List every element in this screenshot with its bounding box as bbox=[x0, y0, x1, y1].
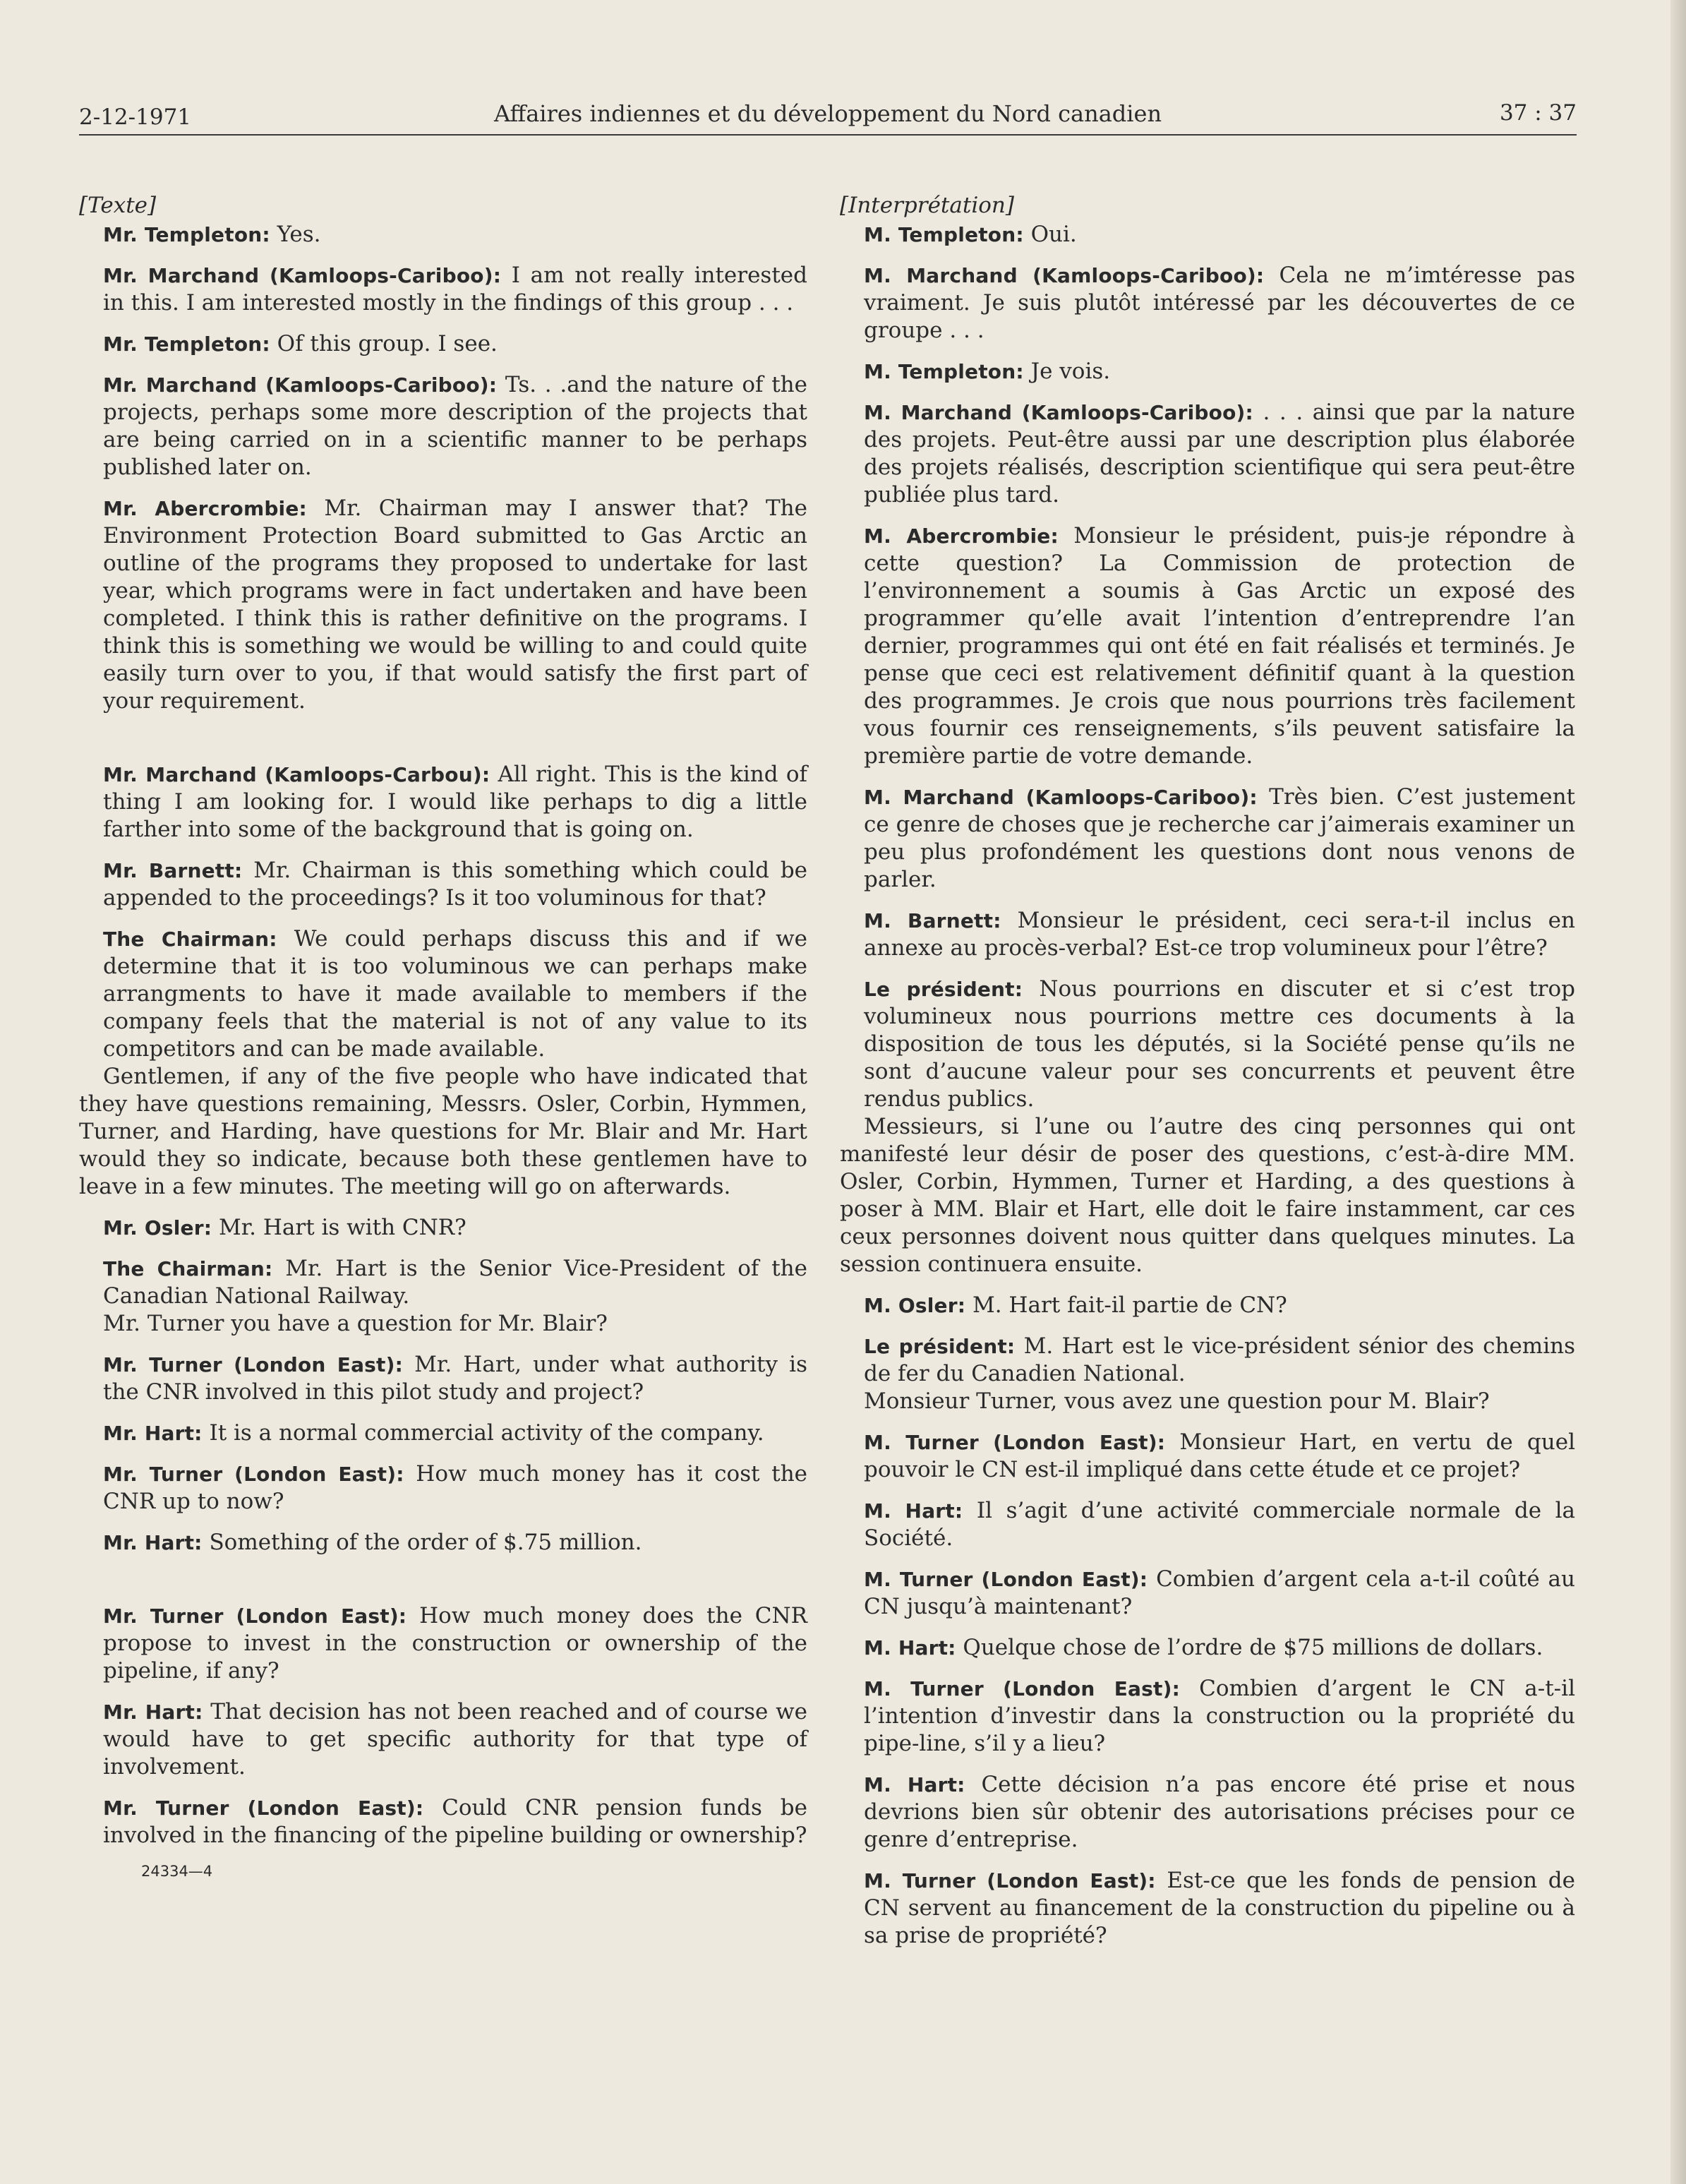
utterance bbox=[79, 857, 807, 912]
speaker: M. Hart: bbox=[864, 1499, 963, 1523]
page-header bbox=[79, 100, 1577, 136]
speaker: M. Turner (London East): bbox=[864, 1869, 1156, 1892]
spacer bbox=[79, 728, 807, 761]
speaker: Mr. Templeton: bbox=[103, 223, 270, 246]
utterance bbox=[840, 1292, 1575, 1319]
header-title: Affaires indiennes et du développement du Nord canadien bbox=[493, 100, 1162, 127]
utterance bbox=[79, 330, 807, 358]
utterance bbox=[840, 262, 1575, 344]
utterance-text: Monsieur Hart, en vertu de quel pouvoir le CN est-il impliqué dans cette étude et ce projet? bbox=[864, 1429, 1575, 1482]
utterance-text: That decision has not been reached and of course we would have to get specific authority for that type of involvement. bbox=[103, 1699, 807, 1780]
utterance-text: Mr. Hart is the Senior Vice-President of the Canadian National Railway. bbox=[103, 1256, 807, 1309]
signature-number: 24334—4 bbox=[141, 1863, 213, 1880]
speaker: M. Templeton: bbox=[864, 223, 1024, 246]
speaker: Le président: bbox=[864, 1335, 1016, 1358]
utterance-text: Oui. bbox=[1023, 222, 1077, 247]
utterance-text: Combien d’argent le CN a-t-il l’intention d’investir dans la construction ou la propriété du pipe-line, s’il y a lieu? bbox=[864, 1676, 1575, 1756]
utterance-text: Something of the order of $.75 million. bbox=[202, 1530, 642, 1555]
utterance-text: All right. This is the kind of thing I am looking for. I would like perhaps to dig a little farther into some of the background that is going on. bbox=[103, 762, 807, 842]
utterance-text: Je vois. bbox=[1023, 359, 1111, 384]
utterance bbox=[840, 522, 1575, 770]
utterance-text: Mr. Hart is with CNR? bbox=[212, 1215, 466, 1240]
speaker: Mr. Abercrombie: bbox=[103, 497, 307, 520]
column-label: [Interprétation] bbox=[840, 193, 1014, 218]
utterance-text: Mr. Chairman is this something which could be appended to the proceedings? Is it too voluminous for that? bbox=[103, 858, 808, 911]
utterance bbox=[79, 1698, 807, 1781]
utterance bbox=[79, 1794, 807, 1849]
continuation-paragraph: Messieurs, si l’une ou l’autre des cinq personnes qui ont manifesté leur désir de poser des questions, c’est-à-dire MM. Osler, Corbin, Hymmen, Turner et Harding, a des questions à poser à MM. Blair et Hart, elle doit le faire instamment, car ces ceux personnes doivent nous quitter dans quelques minutes. La session continuera ensuite. bbox=[840, 1114, 1575, 1277]
utterance bbox=[840, 1867, 1575, 1950]
english-column bbox=[79, 192, 807, 1880]
utterance-text: How much money has it cost the CNR up to now? bbox=[103, 1461, 807, 1514]
utterance-text: How much money does the CNR propose to invest in the construction or ownership of the pipeline, if any? bbox=[103, 1603, 807, 1684]
utterance bbox=[840, 784, 1575, 894]
continuation-paragraph: Gentlemen, if any of the five people who have indicated that they have questions remaining, Messrs. Osler, Corbin, Hymmen, Turner, and Harding, have questions for Mr. Blair and Mr. Hart would they so indicate, because both these gentlemen have to leave in a few minutes. The meeting will go on afterwards. bbox=[79, 1064, 807, 1199]
speaker: M. Hart: bbox=[864, 1636, 956, 1660]
page-number: 37 : 37 bbox=[1499, 100, 1577, 126]
utterance-text: Mr. Hart, under what authority is the CNR involved in this pilot study and project? bbox=[103, 1352, 807, 1405]
speaker: Mr. Turner (London East): bbox=[103, 1604, 407, 1628]
utterance bbox=[840, 1429, 1575, 1484]
speaker: M. Marchand (Kamloops-Cariboo): bbox=[864, 264, 1265, 287]
speaker: The Chairman: bbox=[103, 1257, 273, 1280]
utterance bbox=[79, 1351, 807, 1406]
speaker: Mr. Turner (London East): bbox=[103, 1796, 424, 1820]
utterance bbox=[840, 1497, 1575, 1552]
utterance-text: We could perhaps discuss this and if we determine that it is too voluminous we can perhaps make arrangments to have it made available to members if the company feels that the material is not of any value to its competitors and can be made available. bbox=[103, 926, 807, 1062]
header-date: 2-12-1971 bbox=[79, 104, 192, 130]
utterance bbox=[79, 495, 807, 715]
speaker: Mr. Marchand (Kamloops-Carbou): bbox=[103, 763, 490, 786]
utterance-text: Yes. bbox=[270, 222, 321, 247]
speaker: Mr. Turner (London East): bbox=[103, 1353, 404, 1376]
french-column bbox=[840, 192, 1575, 1963]
speaker: Mr. Osler: bbox=[103, 1216, 212, 1240]
speaker: M. Turner (London East): bbox=[864, 1568, 1148, 1591]
utterance-text: Quelque chose de l’ordre de $75 millions de dollars. bbox=[956, 1635, 1543, 1660]
utterance-text: It is a normal commercial activity of the company. bbox=[202, 1420, 764, 1446]
speaker: M. Barnett: bbox=[864, 909, 1001, 932]
speaker: Le président: bbox=[864, 978, 1023, 1001]
utterance-text: Est-ce que les fonds de pension de CN servent au financement de la construction du pipeline ou à sa prise de propriété? bbox=[864, 1868, 1575, 1948]
utterance bbox=[79, 371, 807, 481]
utterance-text: I am not really interested in this. I am interested mostly in the findings of this group . . . bbox=[103, 263, 807, 316]
speaker: The Chairman: bbox=[103, 928, 277, 951]
utterance-text: Nous pourrions en discuter et si c’est trop volumineux nous pourrions mettre ces documents à la disposition de tous les députés, si la Société pense qu’ils ne sont d’aucune valeur pour ses concurrents et peuvent être rendus publics. bbox=[864, 976, 1575, 1112]
utterance-text: Cette décision n’a pas encore été prise et nous devrions bien sûr obtenir des autorisations précises pour ce genre d’entreprise. bbox=[864, 1772, 1575, 1852]
utterance bbox=[840, 1675, 1575, 1758]
speaker: M. Osler: bbox=[864, 1294, 966, 1317]
speaker: M. Marchand (Kamloops-Cariboo): bbox=[864, 786, 1258, 809]
utterance bbox=[840, 1771, 1575, 1854]
utterance bbox=[79, 1602, 807, 1685]
speaker: M. Turner (London East): bbox=[864, 1677, 1180, 1700]
column-label: [Texte] bbox=[79, 193, 157, 218]
spacer bbox=[79, 1570, 807, 1602]
utterance-text: Monsieur le président, ceci sera-t-il inclus en annexe au procès-verbal? Est-ce trop volumineux pour l’être? bbox=[864, 908, 1575, 961]
utterance-text: Très bien. C’est justement ce genre de choses que je recherche car j’aimerais examiner un peu plus profondément les questions dont nous venons de parler. bbox=[864, 784, 1575, 892]
speaker: Mr. Templeton: bbox=[103, 332, 270, 356]
utterance bbox=[840, 976, 1575, 1113]
utterance-text: Combien d’argent cela a-t-il coûté au CN jusqu’à maintenant? bbox=[864, 1566, 1575, 1619]
speaker: M. Abercrombie: bbox=[864, 524, 1059, 548]
continuation-paragraph: Mr. Turner you have a question for Mr. Blair? bbox=[103, 1311, 608, 1336]
speaker: M. Turner (London East): bbox=[864, 1431, 1166, 1454]
speaker: Mr. Marchand (Kamloops-Cariboo): bbox=[103, 373, 498, 397]
utterance bbox=[79, 761, 807, 844]
utterance-text: Could CNR pension funds be involved in the financing of the pipeline building or ownership? bbox=[103, 1795, 807, 1848]
speaker: Mr. Turner (London East): bbox=[103, 1463, 404, 1486]
utterance bbox=[79, 1255, 807, 1310]
utterance bbox=[79, 1420, 807, 1447]
utterance bbox=[840, 1333, 1575, 1388]
utterance-text: . . . ainsi que par la nature des projets. Peut-être aussi par une description plus élaborée des projets réalisés, description scientifique qui sera peut-être publiée plus tard. bbox=[864, 400, 1575, 508]
utterance bbox=[840, 1634, 1575, 1662]
utterance-text: Il s’agit d’une activité commerciale normale de la Société. bbox=[864, 1498, 1575, 1551]
utterance bbox=[79, 1214, 807, 1242]
utterance-text: Monsieur le président, puis-je répondre à cette question? La Commission de protection de l’environnement a soumis à Gas Arctic un exposé des programmer qu’elle avait l’intention d’entreprendre l’an dernier, programmes qui ont été en fait réalisés et terminés. Je pense que ceci est relativement définitif quant à la question des programmes. Je crois que nous pourrions très facilement vous fournir ces renseignements, s’ils peuvent satisfaire la première partie de votre demande. bbox=[864, 523, 1575, 769]
continuation-paragraph: Monsieur Turner, vous avez une question pour M. Blair? bbox=[864, 1388, 1490, 1414]
utterance bbox=[840, 221, 1575, 248]
utterance bbox=[79, 1529, 807, 1556]
speaker: M. Hart: bbox=[864, 1773, 965, 1796]
speaker: Mr. Hart: bbox=[103, 1422, 203, 1445]
utterance-text: Cela ne m’imtéresse pas vraiment. Je suis plutôt intéressé par les découvertes de ce groupe . . . bbox=[864, 263, 1575, 343]
utterance bbox=[840, 399, 1575, 509]
utterance-text: Mr. Chairman may I answer that? The Environment Protection Board submitted to Gas Arctic an outline of the programs they proposed to undertake for last year, which programs were in fact undertaken and have been completed. I think this is rather definitive on the programs. I think this is something we would be willing to and could quite easily turn over to you, if that would satisfy the first part of your requirement. bbox=[103, 496, 807, 714]
speaker: M. Templeton: bbox=[864, 360, 1024, 383]
utterance bbox=[79, 1460, 807, 1516]
utterance-text: Ts. . .and the nature of the projects, perhaps some more description of the projects that are being carried on in a scientific manner to be perhaps published later on. bbox=[103, 372, 807, 480]
utterance-text: M. Hart est le vice-président sénior des chemins de fer du Canadien National. bbox=[864, 1333, 1575, 1386]
utterance-text: M. Hart fait-il partie de CN? bbox=[965, 1292, 1287, 1318]
speaker: M. Marchand (Kamloops-Cariboo): bbox=[864, 401, 1253, 424]
utterance bbox=[840, 358, 1575, 385]
speaker: Mr. Hart: bbox=[103, 1531, 203, 1554]
utterance-text: Of this group. I see. bbox=[270, 331, 498, 356]
speaker: Mr. Hart: bbox=[103, 1700, 203, 1724]
speaker: Mr. Marchand (Kamloops-Cariboo): bbox=[103, 264, 502, 287]
page-edge bbox=[1670, 0, 1686, 2184]
speaker: Mr. Barnett: bbox=[103, 859, 243, 882]
utterance bbox=[79, 925, 807, 1063]
utterance bbox=[79, 262, 807, 317]
utterance bbox=[79, 221, 807, 248]
utterance bbox=[840, 907, 1575, 962]
utterance bbox=[840, 1566, 1575, 1621]
